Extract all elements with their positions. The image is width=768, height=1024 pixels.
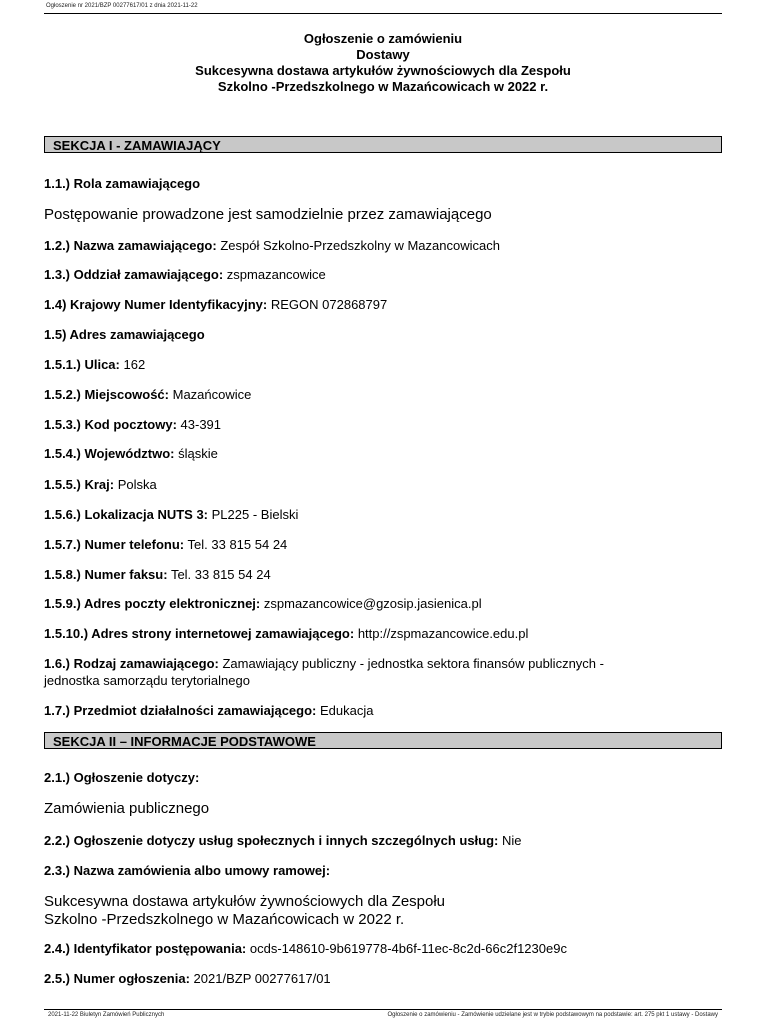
fax-value: Tel. 33 815 54 24	[170, 567, 271, 582]
numer-value: 2021/BZP 00277617/01	[193, 971, 331, 986]
przedmiot-label: 1.7.) Przedmiot działalności zamawiającego:	[44, 703, 317, 718]
kraj-value: Polska	[117, 477, 157, 492]
email-label: 1.5.9.) Adres poczty elektronicznej:	[44, 596, 261, 611]
field-nazwa-zamowienia	[44, 863, 722, 879]
nazwa-zamowienia-value-1: Sukcesywna dostawa artykułów żywnościowych dla Zespołu	[44, 893, 446, 910]
fax-label: 1.5.8.) Numer faksu:	[44, 567, 168, 582]
ulica-label: 1.5.1.) Ulica:	[44, 357, 120, 372]
nazwa-value: Zespół Szkolno-Przedszkolny w Mazancowicach	[220, 238, 500, 253]
woj-label: 1.5.4.) Województwo:	[44, 446, 175, 461]
field-faks	[44, 567, 722, 583]
field-email	[44, 596, 722, 612]
email-value: zspmazancowice@gzosip.jasienica.pl	[263, 596, 482, 611]
field-rodzaj	[44, 656, 722, 672]
nuts-value: PL225 - Bielski	[211, 507, 299, 522]
header-divider	[44, 13, 722, 14]
field-nazwa	[44, 238, 722, 254]
field-nip	[44, 297, 722, 313]
title-line-1: Ogłoszenie o zamówieniu	[303, 31, 463, 46]
title-line-4: Szkolno -Przedszkolnego w Mazańcowicach w 2022 r.	[217, 79, 549, 94]
woj-value: śląskie	[178, 446, 218, 461]
kraj-label: 1.5.5.) Kraj:	[44, 477, 115, 492]
dotyczy-label: 2.1.) Ogłoszenie dotyczy:	[44, 770, 200, 785]
rodzaj-value: Zamawiający publiczny - jednostka sektora finansów publicznych -	[222, 656, 604, 671]
tel-label: 1.5.7.) Numer telefonu:	[44, 537, 185, 552]
uslugi-value: Nie	[502, 833, 522, 848]
www-label: 1.5.10.) Adres strony internetowej zamawiającego:	[44, 626, 355, 641]
footer-left-text: 2021-11-22 Biuletyn Zamówień Publicznych	[48, 1012, 165, 1018]
kod-label: 1.5.3.) Kod pocztowy:	[44, 417, 177, 432]
nazwa-zamowienia-label: 2.3.) Nazwa zamówienia albo umowy ramowej:	[44, 863, 331, 878]
miejscowosc-label: 1.5.2.) Miejscowość:	[44, 387, 169, 402]
field-nuts	[44, 507, 722, 523]
nip-value: REGON 072868797	[270, 297, 388, 312]
tel-value: Tel. 33 815 54 24	[187, 537, 288, 552]
nuts-label: 1.5.6.) Lokalizacja NUTS 3:	[44, 507, 209, 522]
field-oddzial	[44, 267, 722, 283]
section-2-heading: SEKCJA II – INFORMACJE PODSTAWOWE	[44, 732, 722, 749]
nip-label: 1.4) Krajowy Numer Identyfikacyjny:	[44, 297, 268, 312]
field-numer-ogloszenia	[44, 971, 722, 987]
uslugi-label: 2.2.) Ogłoszenie dotyczy usług społecznych i innych szczególnych usług:	[44, 833, 499, 848]
footer-right-text: Ogłoszenie o zamówieniu - Zamówienie udzielane jest w trybie podstawowym na podstawie: art. 275 pkt 1 ustawy - Dostawy	[387, 1012, 718, 1018]
przedmiot-value: Edukacja	[320, 703, 374, 718]
field-miejscowosc	[44, 387, 722, 403]
field-dotyczy-label	[44, 770, 722, 786]
kod-value: 43-391	[180, 417, 222, 432]
field-dotyczy-value: Zamówienia publicznego	[44, 800, 210, 817]
nazwa-label: 1.2.) Nazwa zamawiającego:	[44, 238, 217, 253]
title-line-2: Dostawy	[356, 47, 410, 62]
field-telefon	[44, 537, 722, 553]
field-kod	[44, 417, 722, 433]
field-wojewodztwo	[44, 446, 722, 462]
identyfikator-label: 2.4.) Identyfikator postępowania:	[44, 941, 247, 956]
identyfikator-value: ocds-148610-9b619778-4b6f-11ec-8c2d-66c2f1230e9c	[249, 941, 567, 956]
field-identyfikator	[44, 941, 722, 957]
field-uslugi	[44, 833, 722, 849]
section-1-heading: SEKCJA I - ZAMAWIAJĄCY	[44, 136, 722, 153]
ulica-value: 162	[123, 357, 146, 372]
rola-label: 1.1.) Rola zamawiającego	[44, 176, 201, 191]
field-rodzaj-cont: jednostka samorządu terytorialnego	[44, 673, 250, 688]
footer-divider	[44, 1009, 722, 1010]
oddzial-label: 1.3.) Oddział zamawiającego:	[44, 267, 224, 282]
www-value: http://zspmazancowice.edu.pl	[357, 626, 529, 641]
oddzial-value: zspmazancowice	[226, 267, 326, 282]
numer-label: 2.5.) Numer ogłoszenia:	[44, 971, 190, 986]
field-rola-value: Postępowanie prowadzone jest samodzielnie przez zamawiającego	[44, 206, 492, 223]
field-ulica	[44, 357, 722, 373]
field-przedmiot	[44, 703, 722, 719]
miejscowosc-value: Mazańcowice	[172, 387, 252, 402]
field-adres	[44, 327, 722, 343]
field-kraj	[44, 477, 722, 493]
rodzaj-label: 1.6.) Rodzaj zamawiającego:	[44, 656, 219, 671]
field-www	[44, 626, 722, 642]
field-rola-label	[44, 176, 722, 192]
adres-label: 1.5) Adres zamawiającego	[44, 327, 205, 342]
document-title	[44, 31, 722, 95]
page-header-text: Ogłoszenie nr 2021/BZP 00277617/01 z dnia 2021-11-22	[46, 3, 198, 9]
title-line-3: Sukcesywna dostawa artykułów żywnościowych dla Zespołu	[195, 63, 571, 78]
nazwa-zamowienia-value-2: Szkolno -Przedszkolnego w Mazańcowicach w 2022 r.	[44, 911, 405, 928]
